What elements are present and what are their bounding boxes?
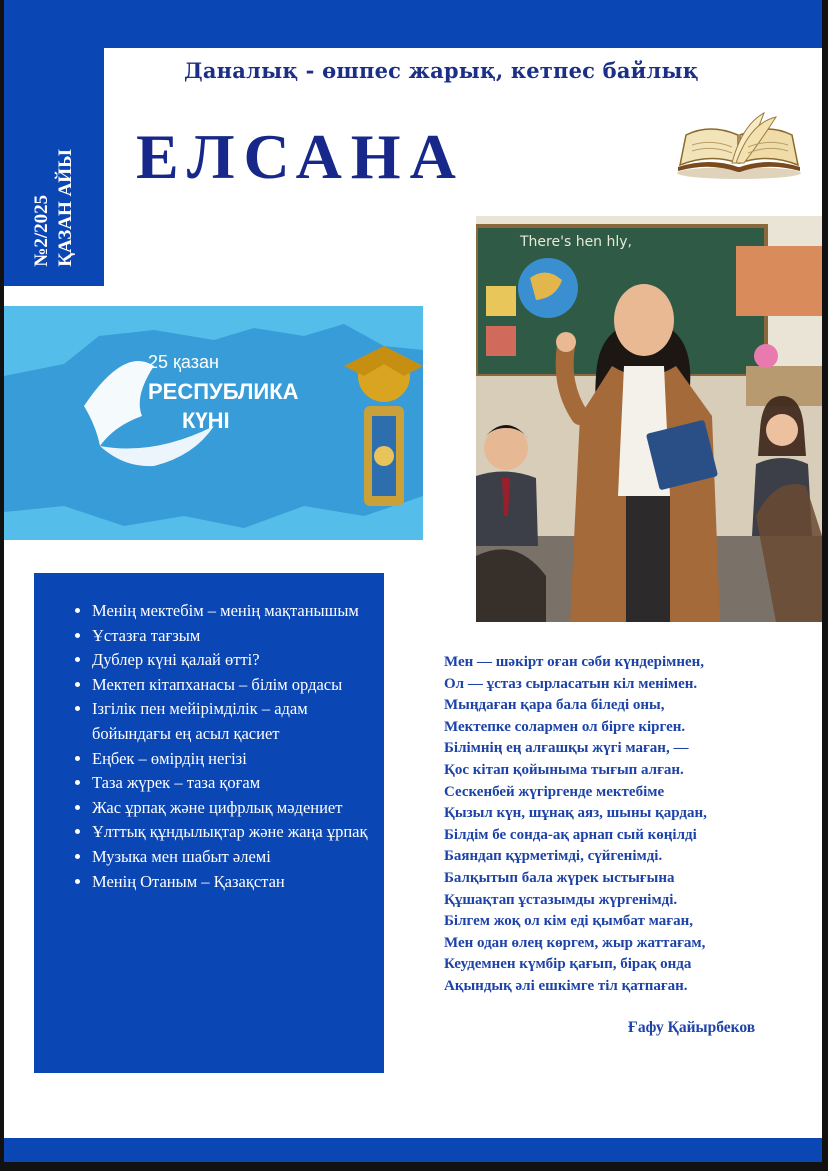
contents-item: • Музыка мен шабыт әлемі — [92, 845, 368, 870]
contents-item: • Мектеп кітапханасы – білім ордасы — [92, 673, 368, 698]
poem-line: Ол — ұстаз сырласатын кіл менімен. — [444, 675, 698, 692]
contents-box — [34, 573, 384, 1073]
issue-number: №2/2025 — [31, 194, 52, 267]
contents-item: • Еңбек – өмірдің негізі — [92, 747, 368, 772]
magazine-cover — [4, 0, 822, 1162]
poem-line: Мыңдаған қара бала біледі оны, — [444, 697, 665, 714]
poem-line: Қызыл күн, шұнақ аяз, шыны қардан, — [444, 805, 707, 822]
poem-line: Қос кітап қойыныма тығып алған. — [444, 761, 684, 778]
poem-line: Ақындық әлі ешкімге тіл қатпаған. — [444, 977, 688, 994]
issue-label — [30, 149, 78, 266]
contents-item: • Менің Отаным – Қазақстан — [92, 870, 368, 895]
contents-item: • Дублер күні қалай өтті? — [92, 648, 368, 673]
poem-line: Баяндап құрметімді, сүйгенімді. — [444, 848, 663, 865]
poem-line: Сескенбей жүгіргенде мектебіме — [444, 783, 665, 800]
poem-line: Мектепке солармен ол бірге кірген. — [444, 718, 686, 735]
poem-line: Білдім бе сонда-ақ арнап сый көңілді — [444, 826, 697, 843]
poem-line: Білімнің ең алғашқы жүгі маған, — — [444, 740, 689, 757]
banner-line-1: РЕСПУБЛИКА — [148, 379, 299, 404]
top-blue-bar — [4, 0, 822, 48]
poem-line: Білгем жоқ ол кім еді қымбат маған, — [444, 913, 693, 930]
masthead-title: ЕЛСАНА — [136, 121, 465, 192]
motto: Даналық - өшпес жарық, кетпес байлық — [184, 58, 699, 83]
open-book-illustration — [672, 105, 806, 181]
poem — [444, 652, 707, 998]
board-text: There's hen hly, — [520, 234, 632, 250]
contents-item: • Ұстазға тағзым — [92, 624, 368, 649]
poem-line: Мен одан өлең көргем, жыр жаттағам, — [444, 934, 706, 951]
poem-line: Құшақтап ұстазымды жүргенімді. — [444, 891, 678, 908]
poem-line: Мен — шәкірт оған сәби күндерімнен, — [444, 654, 705, 670]
contents-item: • Ізгілік пен мейірімділік – адам бойындағы ең асыл қасиет — [92, 697, 368, 746]
contents-item: • Ұлттық құндылықтар және жаңа ұрпақ — [92, 820, 368, 845]
contents-item: • Менің мектебім – менің мақтанышым — [92, 599, 368, 624]
issue-month: ҚАЗАН АЙЫ — [55, 149, 76, 267]
contents-item: • Жас ұрпақ және цифрлық мәдениет — [92, 796, 368, 821]
poem-line: Кеудемнен күмбір қағып, бірақ онда — [444, 956, 692, 973]
banner-date: 25 қазан — [148, 352, 219, 372]
contents-item: • Таза жүрек – таза қоғам — [92, 771, 368, 796]
poem-author: Ғафу Қайырбеков — [628, 1019, 756, 1036]
bottom-blue-bar — [4, 1138, 822, 1162]
banner-line-2: КҮНІ — [182, 408, 230, 433]
teacher-classroom-illustration — [476, 216, 822, 622]
poem-line: Балқытып бала жүрек ыстығына — [444, 869, 675, 886]
contents-list — [34, 573, 384, 894]
